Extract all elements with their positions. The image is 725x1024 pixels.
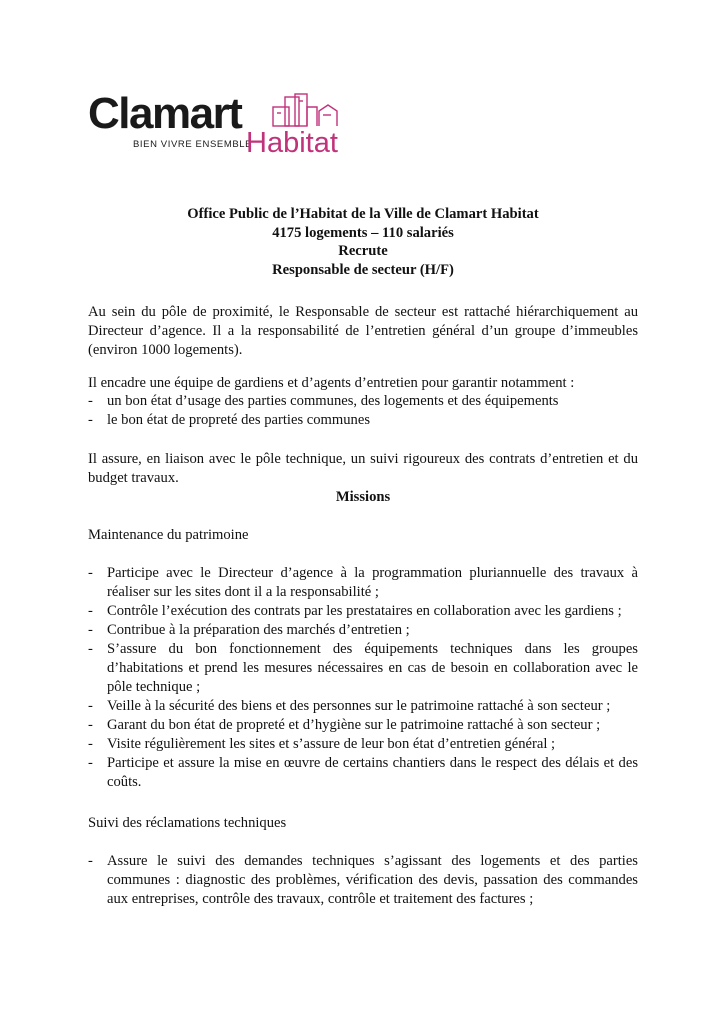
recruiting-label: Recrute bbox=[338, 243, 388, 259]
job-header bbox=[88, 205, 638, 279]
reclamations-heading: Suivi des réclamations techniques bbox=[88, 815, 287, 831]
list-dash: - bbox=[88, 412, 93, 428]
list-dash: - bbox=[88, 717, 93, 733]
logo-word-habitat: Habitat bbox=[246, 127, 338, 159]
list-dash: - bbox=[88, 736, 93, 752]
missions-heading: Missions bbox=[335, 489, 391, 505]
logo-buildings-icon bbox=[271, 93, 351, 127]
liaison-paragraph: Il assure, en liaison avec le pôle technique, un suivi rigoureux des contrats d’entretien et du budget travaux. bbox=[88, 451, 638, 486]
maintenance-heading: Maintenance du patrimoine bbox=[88, 527, 249, 543]
intro-paragraph: Au sein du pôle de proximité, le Responsable de secteur est rattaché hiérarchiquement au Directeur d’agence. Il a la responsabilité de l’entretien général d’un groupe d’immeubles (environ 1000 logements). bbox=[88, 304, 638, 358]
list-dash: - bbox=[88, 565, 93, 581]
list-dash: - bbox=[88, 622, 93, 638]
job-title: Responsable de secteur (H/F) bbox=[272, 261, 454, 278]
list-dash: - bbox=[88, 603, 93, 619]
logo-tagline: BIEN VIVRE ENSEMBLE bbox=[133, 139, 253, 150]
list-dash: - bbox=[88, 393, 93, 409]
logo-word-clamart: Clamart bbox=[88, 89, 242, 138]
organization-name: Office Public de l’Habitat de la Ville de Clamart Habitat bbox=[187, 206, 539, 222]
list-dash: - bbox=[88, 853, 93, 869]
list-dash: - bbox=[88, 641, 93, 657]
clamart-habitat-logo bbox=[88, 89, 358, 162]
list-dash: - bbox=[88, 698, 93, 714]
team-paragraph: Il encadre une équipe de gardiens et d’agents d’entretien pour garantir notamment : bbox=[88, 375, 575, 391]
organization-stats: 4175 logements – 110 salariés bbox=[272, 224, 454, 241]
list-dash: - bbox=[88, 755, 93, 771]
